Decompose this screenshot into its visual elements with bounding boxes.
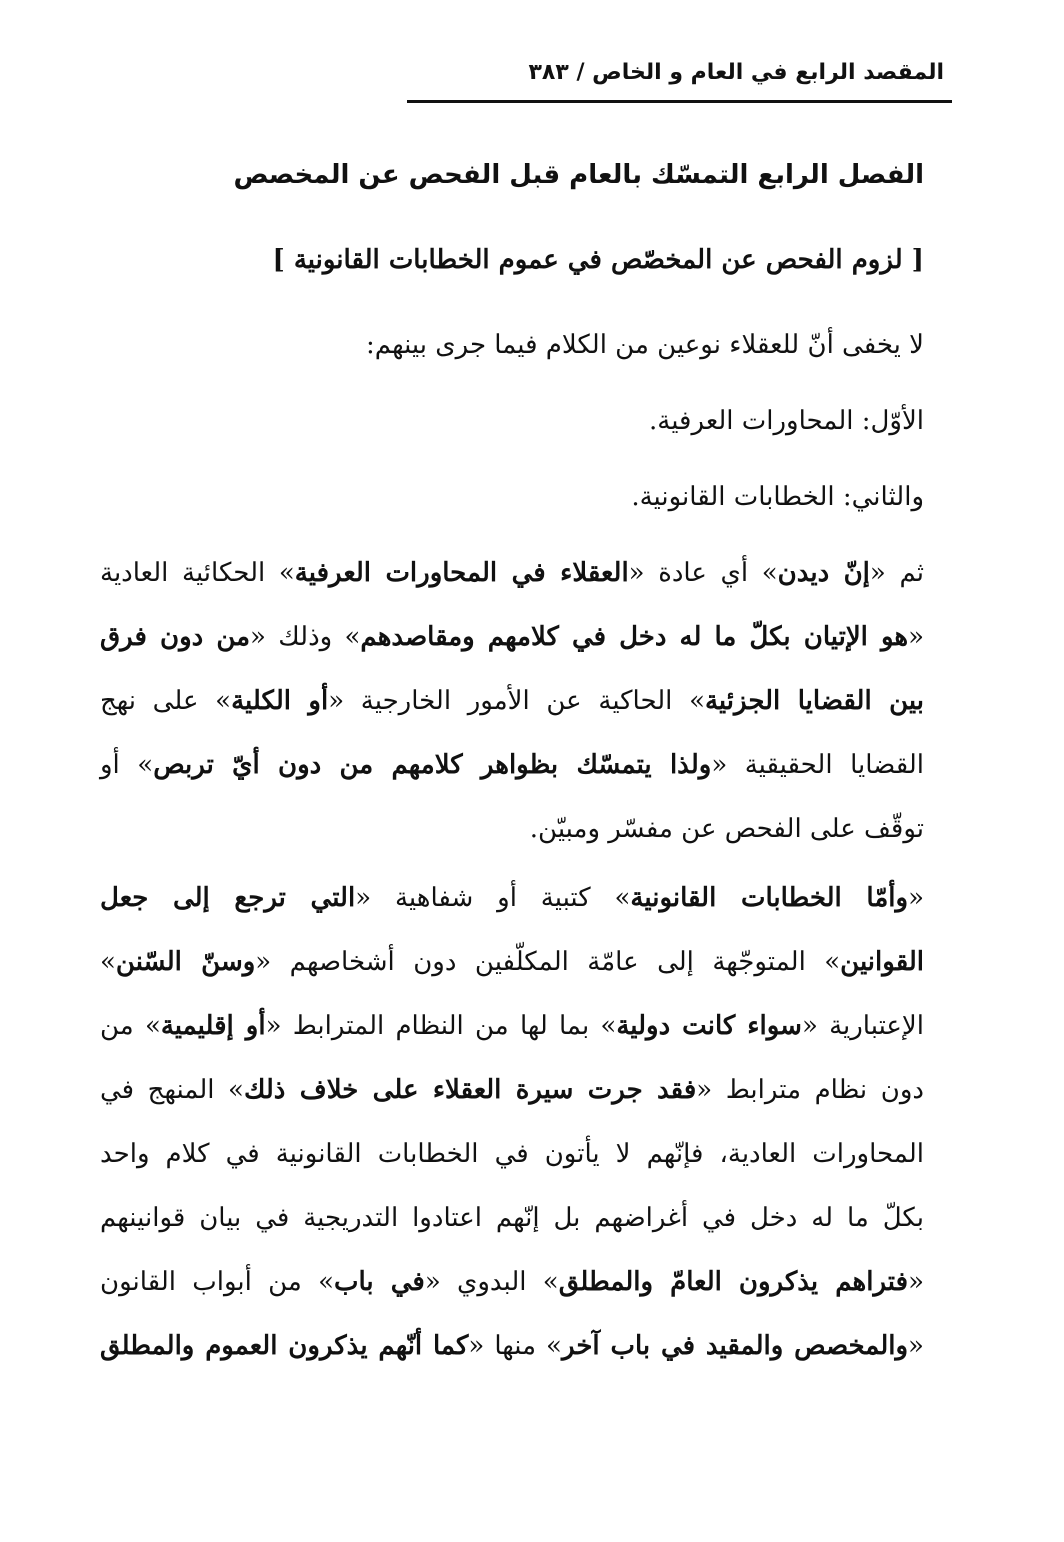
paragraph-1-line: بين القضايا الجزئية» الحاكية عن الأمور الخارجية «أو الكلية» على نهج	[100, 686, 925, 716]
paragraph-2-line: القوانين» المتوجّهة إلى عامّة المكلّفين دون أشخاصهم «وسنّ السّنن»	[100, 947, 924, 977]
paragraph-2-line: الإعتبارية «سواء كانت دولية» بما لها من النظام المترابط «أو إقليمية» من	[100, 1011, 924, 1041]
header-rule	[407, 100, 952, 103]
paragraph-2-line: «فتراهم يذكرون العامّ والمطلق» البدوي «في باب» من أبواب القانون	[100, 1267, 924, 1297]
paragraph-2-line: المحاورات العادية، فإنّهم لا يأتون في الخطابات القانونية في كلام واحد	[100, 1139, 924, 1169]
intro-line: لا يخفى أنّ للعقلاء نوعين من الكلام فيما جرى بينهم:	[366, 330, 924, 360]
running-header: المقصد الرابع في العام و الخاص / ٣٨٣	[528, 60, 944, 85]
intro-line: الأوّل: المحاورات العرفية.	[649, 406, 924, 436]
chapter-title: الفصل الرابع التمسّك بالعام قبل الفحص عن المخصص	[233, 160, 924, 190]
paragraph-2-line: «والمخصص والمقيد في باب آخر» منها «كما أنّهم يذكرون العموم والمطلق	[100, 1331, 924, 1361]
paragraph-2-line: «وأمّا الخطابات القانونية» كتبية أو شفاهية «التي ترجع إلى جعل	[100, 883, 924, 913]
paragraph-1-line: القضايا الحقيقية «ولذا يتمسّك بظواهر كلامهم من دون أيّ تربص» أو	[100, 750, 924, 780]
section-title: [ لزوم الفحص عن المخصّص في عموم الخطابات القانونية ]	[272, 245, 924, 275]
intro-line: والثاني: الخطابات القانونية.	[631, 482, 924, 512]
paragraph-2-line: دون نظام مترابط «فقد جرت سيرة العقلاء على خلاف ذلك» المنهج في	[100, 1075, 924, 1105]
paragraph-1-line: ثم «إنّ ديدن» أي عادة «العقلاء في المحاورات العرفية» الحكائية العادية	[100, 558, 924, 588]
paragraph-1-line: «هو الإتيان بكلّ ما له دخل في كلامهم ومقاصدهم» وذلك «من دون فرق	[100, 622, 925, 652]
paragraph-1-line: توقّف على الفحص عن مفسّر ومبيّن.	[529, 814, 924, 844]
paragraph-2-line: بكلّ ما له دخل في أغراضهم بل إنّهم اعتادوا التدريجية في بيان قوانينهم	[100, 1203, 924, 1233]
